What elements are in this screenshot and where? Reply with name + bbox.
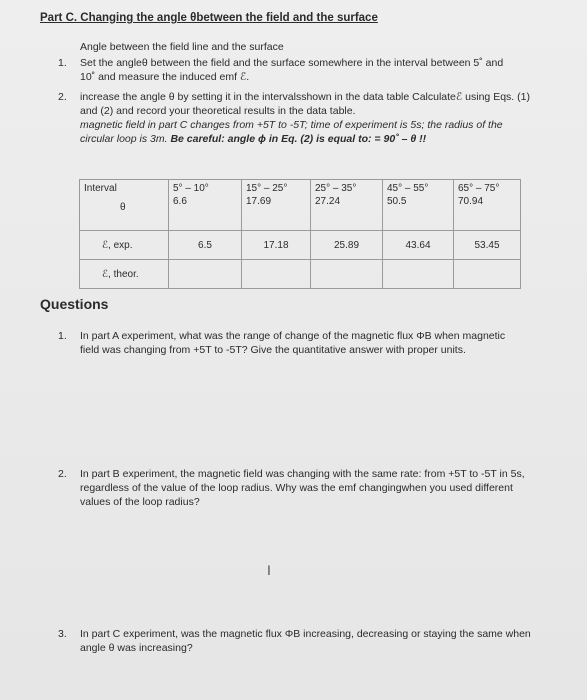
emf-exp-value: 53.45 <box>454 231 521 260</box>
table-row-label: ℰ, exp. <box>80 231 169 260</box>
question-line: field was changing from +5T to -5T? Give the quantitative answer with proper units. <box>80 344 466 356</box>
question-1 <box>58 329 506 357</box>
question-line: angle θ was increasing? <box>80 642 193 654</box>
interval-value: 15° – 25° <box>246 183 288 194</box>
table-cell <box>383 180 454 231</box>
interval-value: 65° – 75° <box>458 183 500 194</box>
question-3 <box>58 627 531 655</box>
data-table <box>79 179 521 289</box>
emf-theor-value[interactable] <box>242 260 311 289</box>
step-note-line: circular loop is 3m. <box>80 133 168 145</box>
question-number: 3. <box>58 628 67 640</box>
table-cell <box>311 180 383 231</box>
step-1 <box>58 56 504 84</box>
emf-theor-value[interactable] <box>169 260 242 289</box>
table-row-label <box>80 180 169 231</box>
interval-value: 45° – 55° <box>387 183 429 194</box>
theta-value: 27.24 <box>315 196 341 207</box>
question-line: In part A experiment, what was the range of change of the magnetic flux ΦB when magnetic <box>80 330 506 342</box>
emf-exp-value: 6.5 <box>169 231 242 260</box>
step-2 <box>58 90 530 146</box>
emf-exp-value: 25.89 <box>311 231 383 260</box>
theta-label: θ <box>120 202 126 213</box>
step-note-line: magnetic field in part C changes from +5T to -5T; time of experiment is 5s; the radius of the <box>80 119 503 131</box>
table-row <box>80 231 521 260</box>
emf-theor-value[interactable] <box>311 260 383 289</box>
theta-value: 50.5 <box>387 196 407 207</box>
step-line: increase the angle θ by setting it in the intervalsshown in the data table Calculateℰ using Eqs. (1) <box>80 91 530 103</box>
step-line: Set the angleθ between the field and the surface somewhere in the interval between 5˚ and <box>80 57 504 69</box>
question-line: In part C experiment, was the magnetic flux ΦB increasing, decreasing or staying the same when <box>80 628 531 640</box>
emf-theor-value[interactable] <box>383 260 454 289</box>
table-cell <box>242 180 311 231</box>
interval-label: Interval <box>84 183 117 194</box>
part-c-title: Part C. Changing the angle θbetween the field and the surface <box>40 12 378 24</box>
emf-exp-value: 43.64 <box>383 231 454 260</box>
step-number: 2. <box>58 91 67 103</box>
text-cursor-icon: I <box>267 562 271 578</box>
theta-value: 17.69 <box>246 196 272 207</box>
question-number: 1. <box>58 330 67 342</box>
theta-value: 70.94 <box>458 196 484 207</box>
emf-theor-value[interactable] <box>454 260 521 289</box>
table-row <box>80 180 521 231</box>
step-line: 10˚ and measure the induced emf ℰ. <box>80 71 250 83</box>
step-warning: Be careful: angle ϕ in Eq. (2) is equal to: = 90˚ – θ !! <box>167 133 427 145</box>
interval-value: 25° – 35° <box>315 183 357 194</box>
questions-heading: Questions <box>40 296 109 312</box>
question-line: values of the loop radius? <box>80 496 200 508</box>
question-line: In part B experiment, the magnetic field was changing with the same rate: from +5T to -5T in 5s, <box>80 468 525 480</box>
table-row <box>80 260 521 289</box>
step-line: and (2) and record your theoretical results in the data table. <box>80 105 356 117</box>
table-cell <box>169 180 242 231</box>
question-line: regardless of the value of the loop radius. Why was the emf changingwhen you used different <box>80 482 513 494</box>
step-number: 1. <box>58 57 67 69</box>
interval-value: 5° – 10° <box>173 183 209 194</box>
question-2 <box>58 467 525 509</box>
question-number: 2. <box>58 468 67 480</box>
theta-value: 6.6 <box>173 196 187 207</box>
table-row-label: ℰ, theor. <box>80 260 169 289</box>
emf-exp-value: 17.18 <box>242 231 311 260</box>
intro-text: Angle between the field line and the surface <box>80 41 284 53</box>
table-cell <box>454 180 521 231</box>
